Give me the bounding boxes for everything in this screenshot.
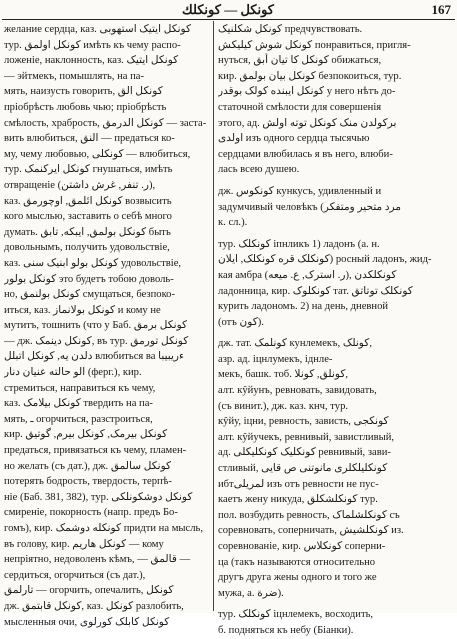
text-line: الو حالته عنیان دنار (ферг.), кир. xyxy=(4,367,142,379)
text-line: ладонница, кир. کونکلوک тат. کونکلک توتاتق xyxy=(218,285,413,297)
text-line: сердиться, огорчиться (съ дат.), xyxy=(4,569,146,581)
text-line: — эйтмекъ, помышлять, на па- xyxy=(4,70,144,82)
text-line: дж. тат. کونلمک кунлемекъ, کونلک, xyxy=(218,338,372,350)
text-line: мять, ـ огорчиться, разстроиться, xyxy=(4,413,153,425)
text-line: этого, ад. برکولدن منک کونکل توته اولش xyxy=(218,117,397,129)
text-line: б. подняться къ небу (Біанки). xyxy=(218,624,354,636)
text-line: курить ладономъ. 2) на день, дневной xyxy=(218,301,389,313)
column-divider xyxy=(213,21,214,611)
text-line: но желать (съ дат.), дж. کونکل سالمق xyxy=(4,460,172,472)
text-line: ибтلمریلی изъ отъ ревности не пус- xyxy=(218,478,379,490)
text-line: задумчивый человѣкъ (مرد متحیر ومتفکر xyxy=(218,201,402,213)
text-line: тур. کونکل ایرکنمک гнушаться, имѣть xyxy=(4,164,173,176)
text-line: вить влюбиться, النق — предаться ко- xyxy=(4,133,175,145)
text-line: думать. کونکل بولمق, ایبکه, تابق быть xyxy=(4,226,171,238)
text-line: дж. کونکوس кункусъ, удивленный и xyxy=(218,185,382,197)
right-column xyxy=(218,22,454,639)
page-number: 167 xyxy=(431,2,451,17)
text-line: каз. کونکل ائلمق, اوچورمق возвысить xyxy=(4,195,172,207)
text-line: смиреніе, покорность (напр. предъ Бо- xyxy=(4,507,178,519)
text-line: (съ винит.), дж. каз. кнч, тур. xyxy=(218,400,349,412)
text-line: دلدن یه, کونکل اتبلل влюбиться ва ءریبیبا xyxy=(4,351,185,363)
text-line: мять, наизусть говорить, کونکل الق xyxy=(4,86,163,98)
text-line: въ голову, кир. کونکل هاریم — кому xyxy=(4,538,164,550)
text-line: каз. کونکل بیلامک твердить на па- xyxy=(4,398,153,410)
text-line: тур. کونکلک іцнлемекъ, восходить, xyxy=(218,609,374,621)
text-line: к. сл.). xyxy=(218,217,248,229)
text-line: пріобрѣсть любовь чью; пріобрѣсть xyxy=(4,101,167,113)
text-line: ніе (Баб. 381, 382), тур. کونکل دوشکونلکی xyxy=(4,491,193,503)
text-line: потерять бодрость, твердость, терпѣ- xyxy=(4,476,172,488)
text-line: кир. کونکل بیان بولمق безпокоиться, тур. xyxy=(218,70,402,82)
text-line: мысленныя очи, کونکل کابلک کورلوی xyxy=(4,616,170,628)
text-line: азр. ад. іцнлумекъ, іднле- xyxy=(218,353,333,365)
text-line: тур. کونکلک іпнликъ 1) ладонъ (а. н. xyxy=(218,238,380,250)
text-line: статочной смѣлости для совершенія xyxy=(218,101,382,113)
text-line: тур. کونکل اولمق имѣть къ чему распо- xyxy=(4,39,181,51)
text-line: смѣлость, храбрость, کونکل الدرمق — заста- xyxy=(4,117,207,129)
text-line: стливый, کونکلیلکلری مانوتنی ص قایی xyxy=(218,463,388,475)
text-line: каетъ жену никуда, کونکلشکلق тур. xyxy=(218,494,378,506)
text-line: довольнымъ, получить удовольствіе, xyxy=(4,242,170,254)
text-line: нуться, کونکل کا تیان أبق обижаться, xyxy=(218,55,382,67)
text-line: мутитъ, тошнить (что у Баб. کونکل برمق xyxy=(4,320,188,332)
text-line: стремиться, направиться къ чему, xyxy=(4,382,156,394)
text-line: но, کونکل بولنمق смущаться, безпоко- xyxy=(4,289,175,301)
left-column xyxy=(4,22,207,630)
text-line: каз. کونکل بولو ابنیک سنی удовольствіе, xyxy=(4,257,182,269)
text-line: соревновать, соперничать, کونکلشیش из. xyxy=(218,525,404,537)
text-line: кир. کونکل بیرمک, کونکل بیرم, گوتیق xyxy=(4,429,168,441)
text-line: гомъ), кир. کونکله دوشمک придти на мысль, xyxy=(4,523,203,534)
text-line: کونکل بولور это будетъ тобою доволь- xyxy=(4,273,174,285)
text-line: کونکلک قره کونکلک, ایلان) росный ладонъ, жид- xyxy=(218,254,432,266)
text-line: تارلمق — огорчить, опечалить, کونکل xyxy=(4,585,174,597)
text-line: алт. кŷйучекъ, ревнивый, завистливый, xyxy=(218,431,395,443)
text-line: желание сердца, каз. کونکل ایتیک استهوبی xyxy=(4,24,192,35)
text-line: непріятно, недоволенъ кѣмъ, — قالمق — xyxy=(4,554,191,566)
text-line: сердцами влюбилась я въ него, влюби- xyxy=(218,148,393,160)
text-line: کونکل شکلنیک предчувствовать. xyxy=(218,24,363,35)
text-line: اولدی изъ одного сердца тысячью xyxy=(218,133,370,145)
text-line: کونکل ایبنده کولک بوقدر у него нѣтъ до- xyxy=(218,86,396,98)
text-line: лась всею душею. xyxy=(218,164,300,176)
text-line: кого мыслью, заставить о себѣ много xyxy=(4,211,172,223)
text-line: отвращеніе (ر. تنفر, غرش داشتن), xyxy=(4,179,156,191)
text-line: мужа, а. ضرة). xyxy=(218,587,284,599)
header-rule xyxy=(2,19,455,20)
text-line: иться, каз. کونکل بولانماز и кому не xyxy=(4,304,161,316)
text-line: алт. кŷйунъ, ревновать, завидовать, xyxy=(218,385,377,397)
text-line: ложеніе, наклонность, каз. کونکل ایتیک xyxy=(4,55,179,67)
running-head: كونكل — كونكلك xyxy=(181,2,274,17)
text-line: ад. کونکلیک کونکلیکلی ревнивый, зави- xyxy=(218,447,391,459)
text-line: — дж. کونکل دینمک, въ тур. کونکل تورمق xyxy=(4,335,189,347)
text-line: کونکل شوش کیلیکش понравиться, пригля- xyxy=(218,39,411,51)
text-line: мекъ, башк. тоб. کونلق, کونلا, xyxy=(218,369,349,381)
text-line: (отъ کون). xyxy=(218,316,264,328)
text-line: пол. возбудить ревность, کونکلشلماک съ xyxy=(218,509,400,521)
text-line: ца (такъ называются относительно xyxy=(218,556,376,568)
text-line: му, чему любовью, کونکلی — влюбиться, xyxy=(4,148,191,160)
text-line: другъ друга жены одного и того же xyxy=(218,572,377,584)
page-header xyxy=(0,2,457,18)
text-line: предаться, привязаться къ чему, пламен- xyxy=(4,445,187,457)
text-line: дж. کونکل قابتمق, каз. کونکل разлобить, xyxy=(4,600,184,612)
text-line: кая амбра (ر. استرک, ع. میعه), کونکلكدن xyxy=(218,269,397,281)
text-line: кŷйу, іцни, ревность, зависть, کونکجی xyxy=(218,416,389,428)
text-line: соревнованіе, кир. کونکلاس соперни- xyxy=(218,541,386,552)
